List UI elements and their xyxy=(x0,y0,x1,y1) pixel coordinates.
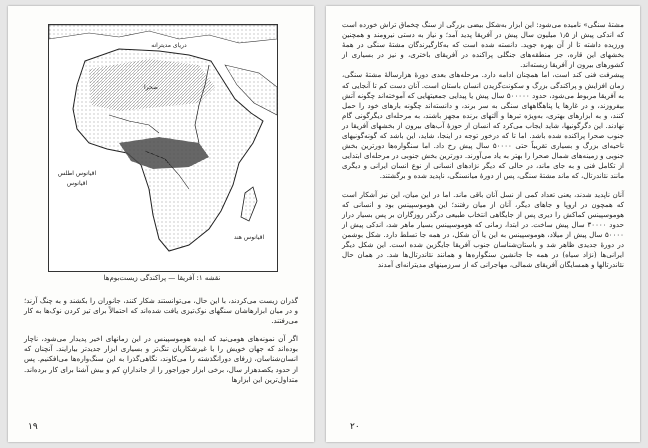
sahara-label: صحرا xyxy=(144,84,158,91)
page-number-left: ۱۹ xyxy=(28,422,38,432)
left-paragraph-1: گذران زیست می‌کردند، با این حال، می‌توانستند شکار کنند، جانوران را بکشند و به چنگ آرند؛ و در میان ابزارهاشان سنگهای نوک‌تیزی یافت شده‌اند که احتمالاً برای تیز کردن نوک‌ها به کار می‌رفتند. xyxy=(24,296,298,326)
left-paragraph-2: اگر آن نمونه‌های هومی‌نید که ایده هومو‌سپینس در این زمانهای اخیر پدیدار می‌شود، ناچار بوده‌اند که جهان خویش را با غیرشکاریان تنگ‌تر و بسیاری ابزار جدیدتر بیارایند. آنچنان که انسان‌شناسان، ژرفای دورانگذشته را می‌کاوند، نگاهی‌گذرا به این سنگ‌واره‌ها می‌افکنیم. پس از حدود یکصدهزار سال، برخی ابزار جوراجور را از جاندارانِ کم و بیش آشنا برای کار برده‌اند. متداول‌ترین این ابزارها xyxy=(24,334,298,384)
left-body-text xyxy=(24,296,298,385)
right-paragraph-3: آنان ناپدید شدند، یعنی تعداد کمی از نسل آنان باقی ماند. اما در این میان، این نیز آشکار است که همچون در اروپا و جاهای دیگر، آنان از میان رفتند؛ این هومو‌سپینس بود و انسانی که هوموسپینس کماکش را دیری پس از جایگاهی انتخاب طبیعی درگذر روزگاران بر پس بسیار دراز حدود ۳۰۰۰۰ سال پیش ساخت. در ابتدا، زمانی که هومو‌سپینس بسیار ماهر شد، اندکی پیش از ۵۰۰۰۰ سال پیش از میلاد، هومو‌سپینس به این یا آن شکل، در همه جا تسلط دارد. شکل بوشمن در دورهٔ جدیدی ظاهر شد و باستان‌شناسان جنوب آفریقا جایگزین شده است. این شکل دیگر ایرانی‌ها (نژاد سیاه) در همه جا جانشین سنگواره‌ها و همانند نئاندرتال‌ها شد. در همان حال نئاندرتالها و همسایگان آفریقای شمالی، مهاجرانی که از سرزمینهای مدیترانه‌ای آمدند xyxy=(342,189,624,270)
south-atlantic-label: اقیانوس xyxy=(66,180,88,187)
right-page xyxy=(326,6,640,442)
right-paragraph-1: مشتهٔ سنگی» نامیده می‌شود: این ابزار به‌شکل بیضی بزرگی از سنگ چخماق تراش خورده است که اندکی پیش از ۱٫۵ میلیون سال پیش در آفریقا پدید آمد؛ و نیاز به دستی نیرومند و همچنین ورزیده داشته تا از آن بهره جوید. دانسته شده است که به‌کارگیرندگان مشتهٔ سنگی در همهٔ بخشهای این قاره، جز منطقه‌های جنگلی پراکنده در آفریقای باختری، و نیز در بسیاری از کشورهای بیرون از آفریقا زیسته‌اند. xyxy=(342,20,624,70)
left-page xyxy=(8,6,314,442)
right-paragraph-2: پیشرفت فنی کند است، اما همچنان ادامه دارد. مرحله‌های بعدی دورهٔ هزارسالهٔ مشتهٔ سنگی، زمان افزایش و پراکندگی بزرگ و سکونت‌گزیدن انسان باستان است. آنان دست کم تا آنجایی که به آفریقا مربوط می‌شود، حدود ۵۰۰۰۰۰ سال پیش یا پیدایی جمعیتهایی که آموخته‌اند چگونه آتش بیفروزند، و در غارها یا پناهگاههای سنگی به سر برند، و دانسته‌اند چگونه بارهای خود را حمل کنند، و به ابزارهای بهتری، به‌ویژه تبرها و آلتهای برنده مجهز باشند، به مرحله‌ای دیگرگونی گام نهادند. این دگرگونیها، شاید ایجاب می‌کرد که انسان از حوزهٔ آب‌های بیرون از بخشهای آفریقا در جنوب صحرا پراکنده شده باشد. اما تا که درخور توجه در اینجا، شاید، این باشد که گونه‌گونیهای ناحیه‌ای بزرگ و بسیاری تقریباً حتی ۵۰۰۰۰ سال پیش رخ داد. اما سنگواره‌ها دورترین بخش جنوبی و زمینه‌های شمال صحرا را بهتر به یاد می‌آورند. دورترین بخش جنوبی در مرحله‌ای ابتدایی از تکامل فنی و به جای ماند، در حالی که دیگر نژادهای انسانی از نوع انسان ایرانی و دیگری مانند نئاندرتال، که ماند مشتهٔ سنگی، پس از دورهٔ میانسنگی، ناپدید شده و برگشتند. xyxy=(342,70,624,181)
map-caption: نقشه ۱: آفریقا — پراکندگی زیست‌بوم‌ها xyxy=(103,274,221,282)
atlantic-ocean-label: اقیانوس اطلس xyxy=(57,170,97,177)
africa-map-figure xyxy=(48,24,278,272)
right-body-text xyxy=(342,20,624,270)
page-number-right: ۲۰ xyxy=(350,422,360,432)
indian-ocean-label: اقیانوس هند xyxy=(233,234,265,241)
africa-map-illustration xyxy=(49,25,277,271)
mediterranean-label: دریای مدیترانه xyxy=(151,42,187,49)
